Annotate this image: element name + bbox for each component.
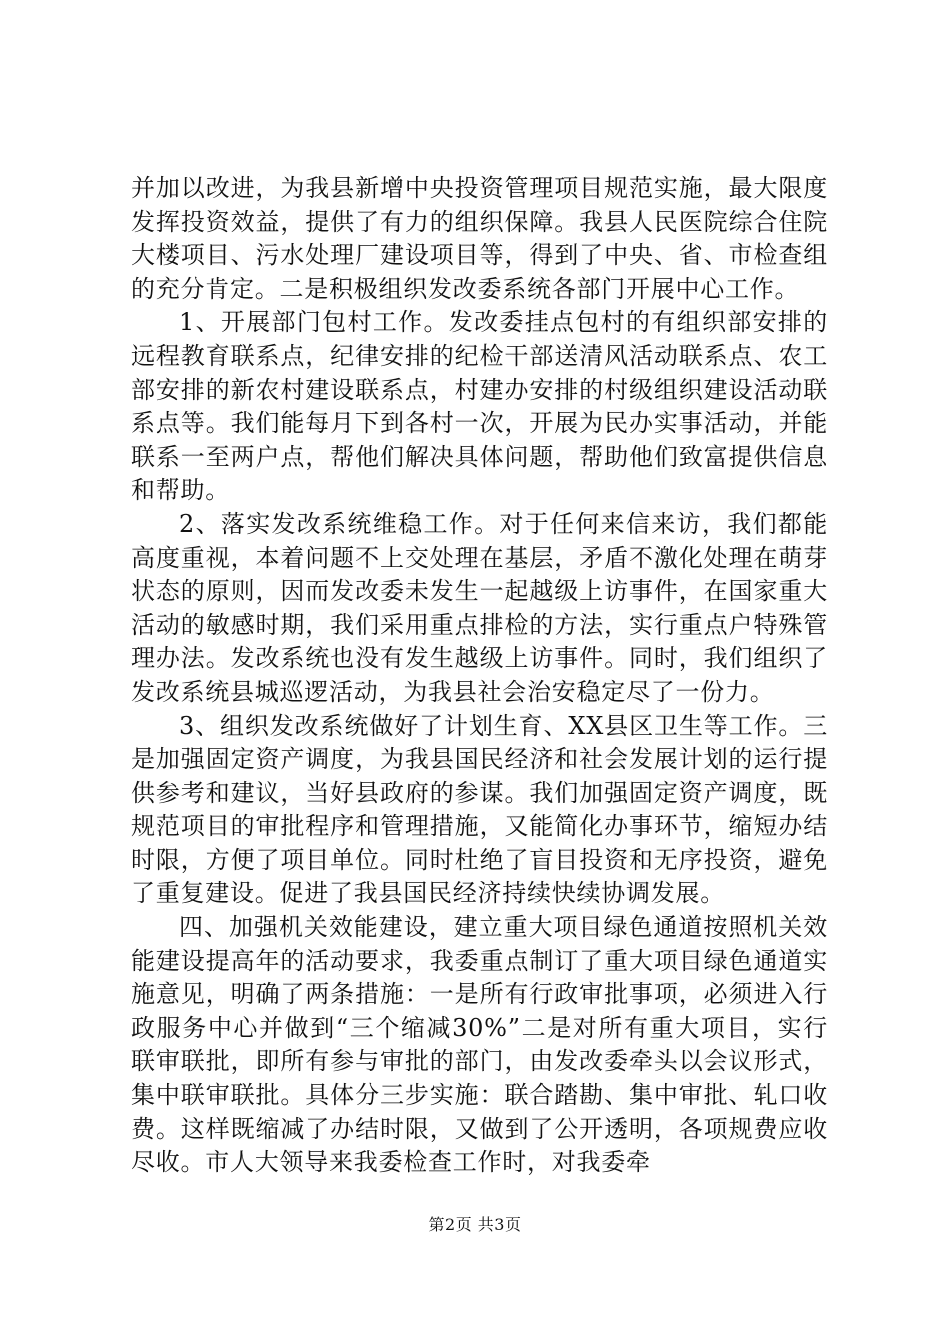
paragraph-village-work: 1、开展部门包村工作。发改委挂点包村的有组织部安排的远程教育联系点，纪律安排的纪检干部送清风活动联系点、农工部安排的新农村建设联系点，村建办安排的村级组织建设活动联系点等。我们能每月下到各村一次，开展为民办实事活动，并能联系一至两户点，帮他们解决具体问题，帮助他们致富提供信息和帮助。: [131, 308, 828, 505]
paragraph-continuation: 并加以改进，为我县新增中央投资管理项目规范实施，最大限度发挥投资效益，提供了有力的组织保障。我县人民医院综合住院大楼项目、污水处理厂建设项目等，得到了中央、省、市检查组的充分肯定。二是积极组织发改委系统各部门开展中心工作。: [131, 174, 828, 303]
paragraph-fixed-assets: 3、组织发改系统做好了计划生育、XX县区卫生等工作。三是加强固定资产调度，为我县国民经济和社会发展计划的运行提供参考和建议，当好县政府的参谋。我们加强固定资产调度，既规范项目的审批程序和管理措施，又能简化办事环节，缩短办结时限，方便了项目单位。同时杜绝了盲目投资和无序投资，避免了重复建设。促进了我县国民经济持续快续协调发展。: [131, 711, 828, 908]
paragraph-stability-work: 2、落实发改系统维稳工作。对于任何来信来访，我们都能高度重视，本着问题不上交处理在基层，矛盾不激化处理在萌芽状态的原则，因而发改委未发生一起越级上访事件，在国家重大活动的敏感时期，我们采用重点排检的方法，实行重点户特殊管理办法。发改系统也没有发生越级上访事件。同时，我们组织了发改系统县城巡逻活动，为我县社会治安稳定尽了一份力。: [131, 509, 828, 706]
page-footer: 第2页 共3页: [428, 1215, 522, 1234]
paragraph-efficiency: 四、加强机关效能建设，建立重大项目绿色通道按照机关效能建设提高年的活动要求，我委重点制订了重大项目绿色通道实施意见，明确了两条措施：一是所有行政审批事项，必须进入行政服务中心并做到“三个缩减30%”二是对所有重大项目，实行联审联批，即所有参与审批的部门，由发改委牵头以会议形式，集中联审联批。具体分三步实施：联合踏勘、集中审批、轧口收费。这样既缩减了办结时限，又做到了公开透明，各项规费应收尽收。市人大领导来我委检查工作时，对我委牵: [131, 913, 828, 1177]
document-body: [131, 172, 828, 1180]
